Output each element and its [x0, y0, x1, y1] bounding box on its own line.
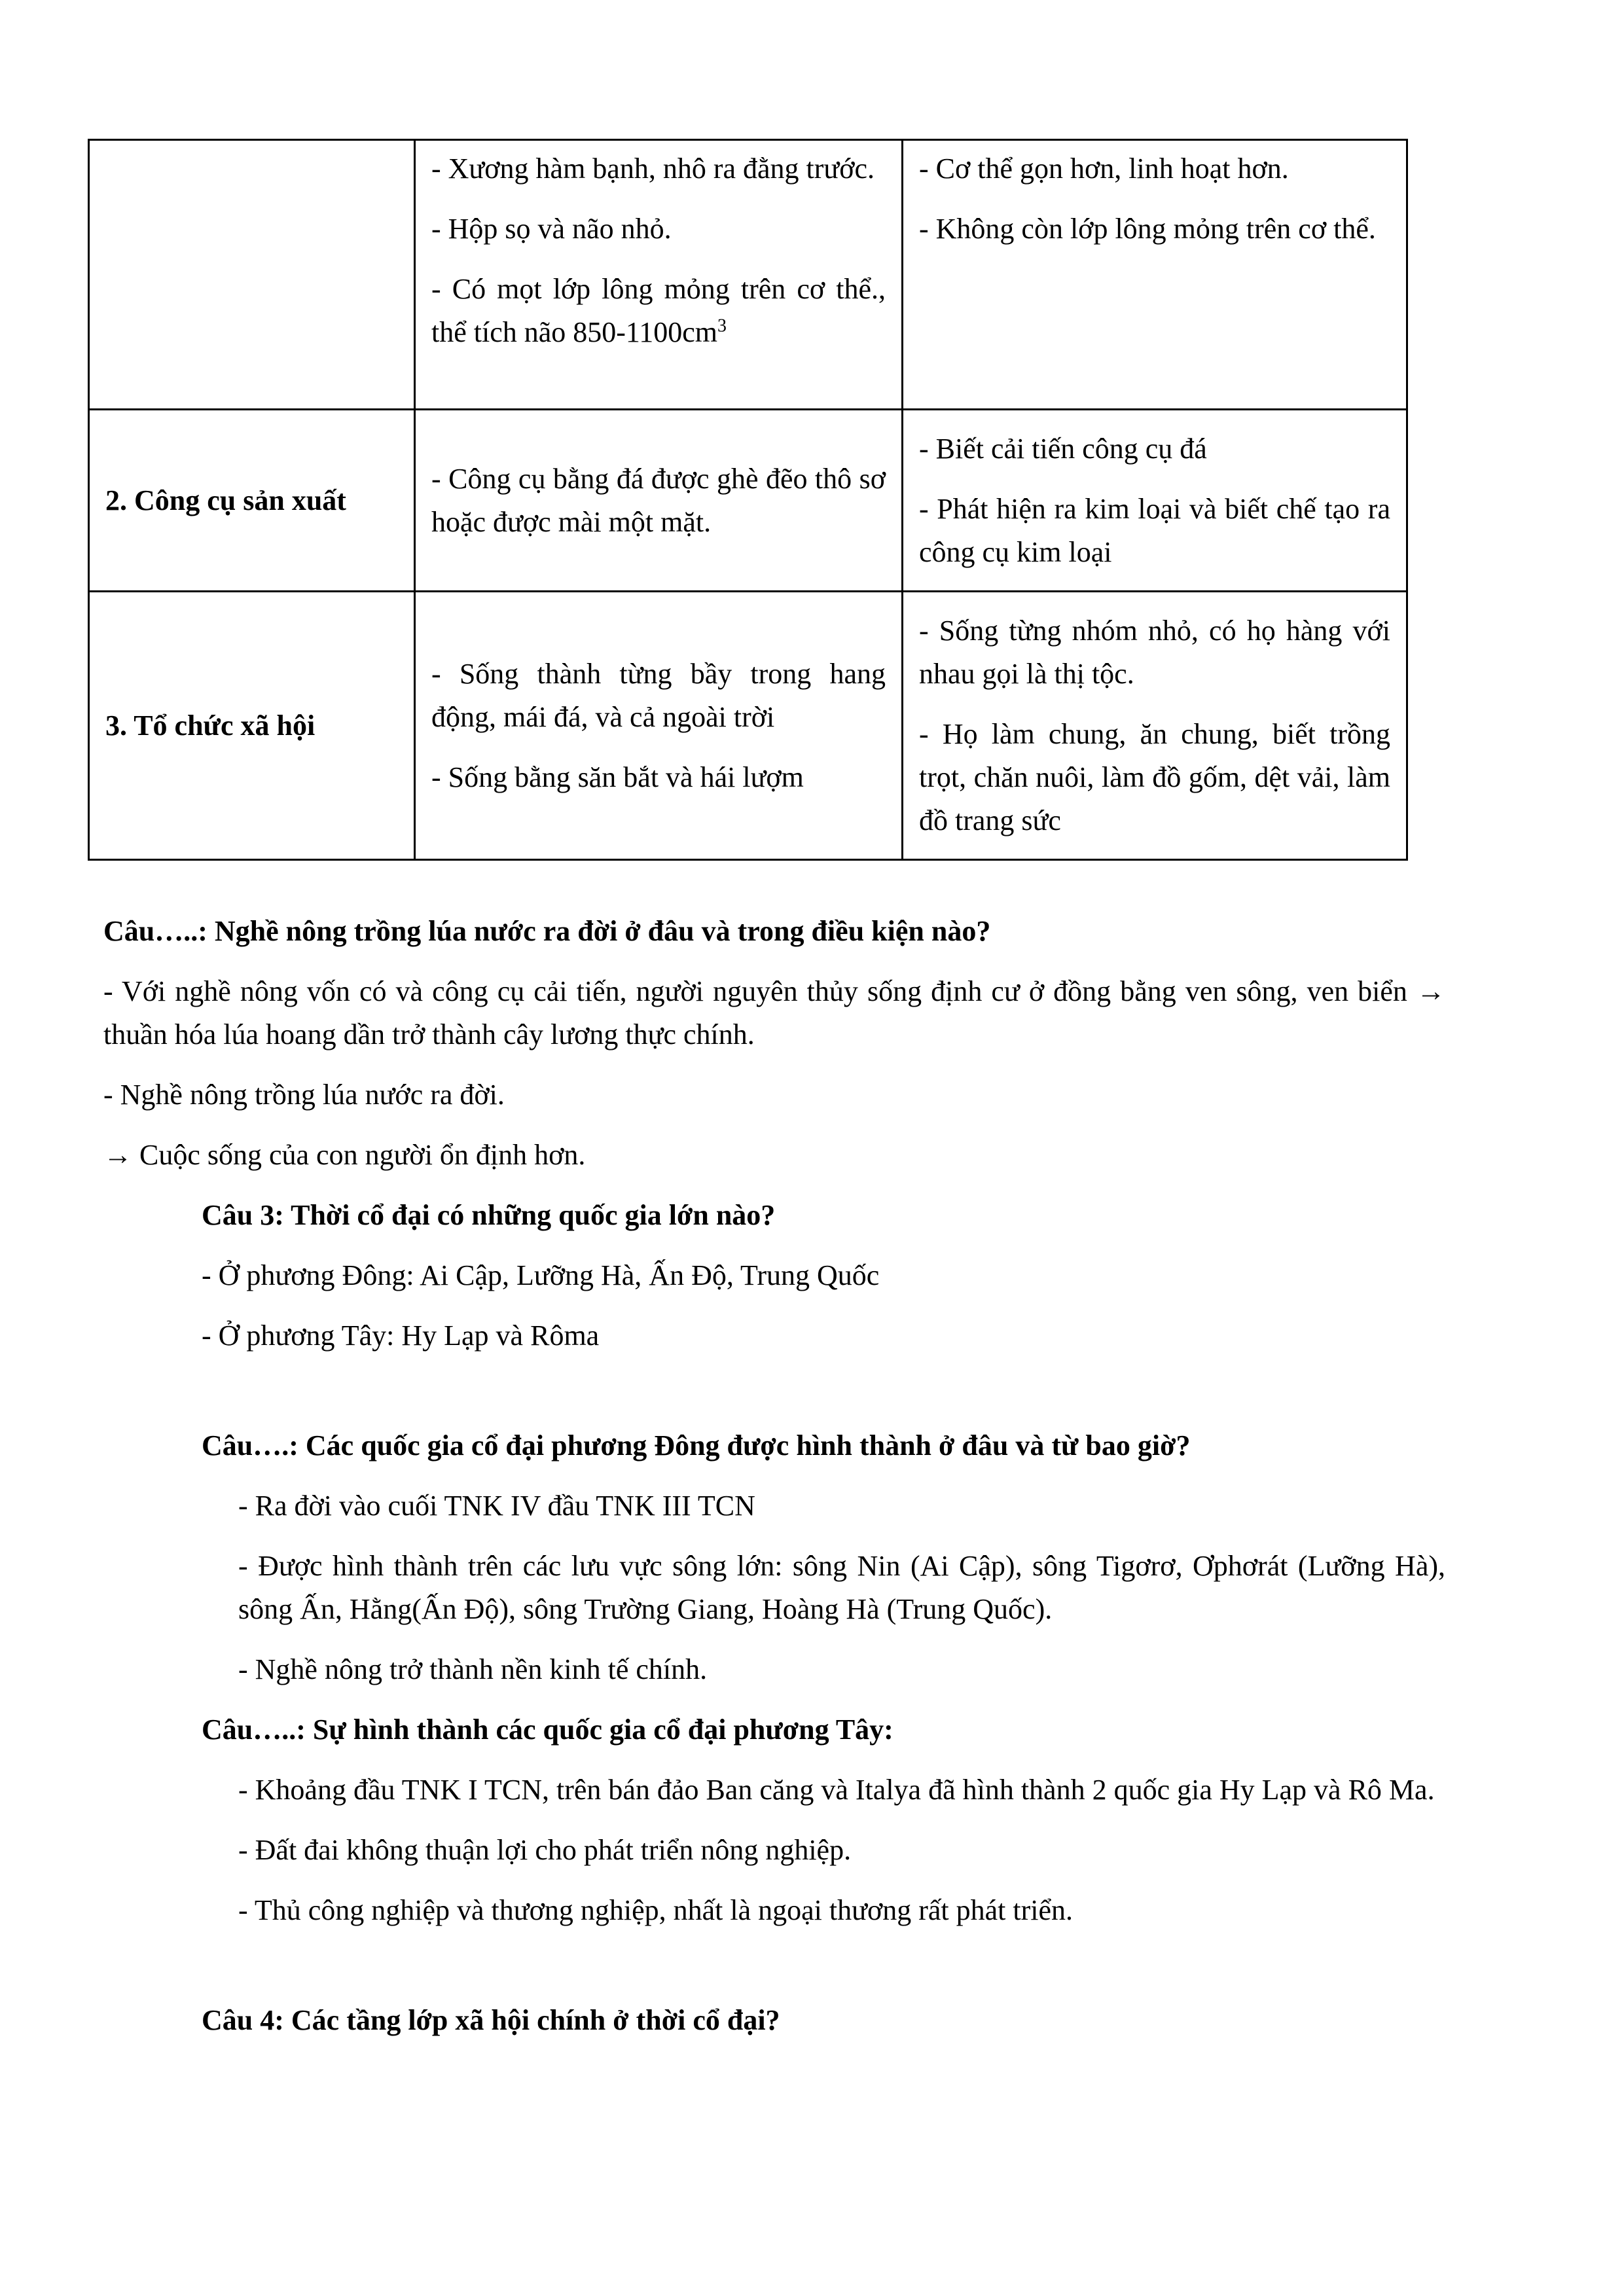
- paragraph: - Nghề nông trồng lúa nước ra đời.: [103, 1079, 505, 1111]
- cell-text: - Sống thành từng bầy trong hang động, mái đá, và cả ngoài trời: [431, 657, 886, 733]
- paragraph: - Nghề nông trở thành nền kinh tế chính.: [238, 1653, 708, 1685]
- table-row: [89, 140, 1407, 410]
- table-cell: [903, 410, 1407, 592]
- table-cell-label: 2. Công cụ sản xuất: [89, 410, 415, 592]
- cell-text: - Cơ thể gọn hơn, linh hoạt hơn.: [919, 152, 1289, 185]
- paragraph: - Ra đời vào cuối TNK IV đầu TNK III TCN: [238, 1490, 755, 1522]
- table-cell: [415, 592, 903, 860]
- cell-text: - Hộp sọ và não nhỏ.: [431, 213, 672, 245]
- spacer: [103, 1949, 1445, 1999]
- paragraph: - Được hình thành trên các lưu vực sông lớn: sông Nin (Ai Cập), sông Tigơrơ, Ơphơrát (Lưỡng Hà), sông Ấn, Hằng(Ấn Độ), sông Trường Giang, Hoàng Hà (Trung Quốc).: [238, 1550, 1445, 1625]
- cell-text: - Có mọt lớp lông mỏng trên cơ thể., thể tích não $850-1100cm^3$: [431, 273, 886, 348]
- paragraph: - Khoảng đầu TNK I TCN, trên bán đảo Ban căng và Italya đã hình thành 2 quốc gia Hy Lạp và Rô Ma.: [238, 1774, 1435, 1806]
- cell-text: - Họ làm chung, ăn chung, biết trồng trọt, chăn nuôi, làm đồ gốm, dệt vải, làm đồ trang sức: [919, 717, 1390, 836]
- cell-text: - Sống từng nhóm nhỏ, có họ hàng với nhau gọi là thị tộc.: [919, 614, 1390, 690]
- paragraph: → Cuộc sống của con người ổn định hơn.: [103, 1139, 586, 1171]
- question-heading: Câu 3: Thời cổ đại có những quốc gia lớn nào?: [202, 1199, 776, 1231]
- table-cell-label: [89, 140, 415, 410]
- question-heading: Câu…..: Sự hình thành các quốc gia cổ đại phương Tây:: [202, 1713, 893, 1746]
- table-cell: [903, 592, 1407, 860]
- table-cell: [903, 140, 1407, 410]
- paragraph: - Với nghề nông vốn có và công cụ cải tiến, người nguyên thủy sống định cư ở đồng bằng ven sông, ven biển → thuần hóa lúa hoang dần trở thành cây lương thực chính.: [103, 975, 1445, 1050]
- paragraph: - Thủ công nghiệp và thương nghiệp, nhất là ngoại thương rất phát triển.: [238, 1894, 1074, 1926]
- arrow-icon: →: [1416, 975, 1445, 1007]
- paragraph: - Đất đai không thuận lợi cho phát triển nông nghiệp.: [238, 1834, 852, 1866]
- paragraph: - Ở phương Đông: Ai Cập, Lưỡng Hà, Ấn Độ, Trung Quốc: [202, 1259, 880, 1291]
- comparison-table: [88, 139, 1408, 861]
- table-row: [89, 410, 1407, 592]
- table-cell-label: 3. Tổ chức xã hội: [89, 592, 415, 860]
- document-body: [103, 910, 1445, 2059]
- paragraph: - Ở phương Tây: Hy Lạp và Rôma: [202, 1319, 600, 1352]
- cell-text: - Công cụ bằng đá được ghè đẽo thô sơ hoặc được mài một mặt.: [431, 462, 886, 538]
- table-cell: [415, 140, 903, 410]
- table-cell: [415, 410, 903, 592]
- question-heading: Câu…..: Nghề nông trồng lúa nước ra đời ở đâu và trong điều kiện nào?: [103, 915, 991, 947]
- arrow-icon: →: [103, 1139, 132, 1171]
- superscript: 3: [717, 315, 727, 336]
- question-heading: Câu….: Các quốc gia cổ đại phương Đông được hình thành ở đâu và từ bao giờ?: [202, 1429, 1191, 1462]
- cell-text: - Phát hiện ra kim loại và biết chế tạo ra công cụ kim loại: [919, 492, 1390, 568]
- question-heading: Câu 4: Các tầng lớp xã hội chính ở thời cổ đại?: [202, 2004, 780, 2036]
- cell-text: - Không còn lớp lông mỏng trên cơ thể.: [919, 213, 1376, 245]
- spacer: [103, 1374, 1445, 1424]
- cell-text: - Sống bằng săn bắt và hái lượm: [431, 761, 804, 793]
- table-row: [89, 592, 1407, 860]
- cell-text: - Xương hàm bạnh, nhô ra đằng trước.: [431, 152, 875, 185]
- cell-text: - Biết cải tiến công cụ đá: [919, 432, 1207, 465]
